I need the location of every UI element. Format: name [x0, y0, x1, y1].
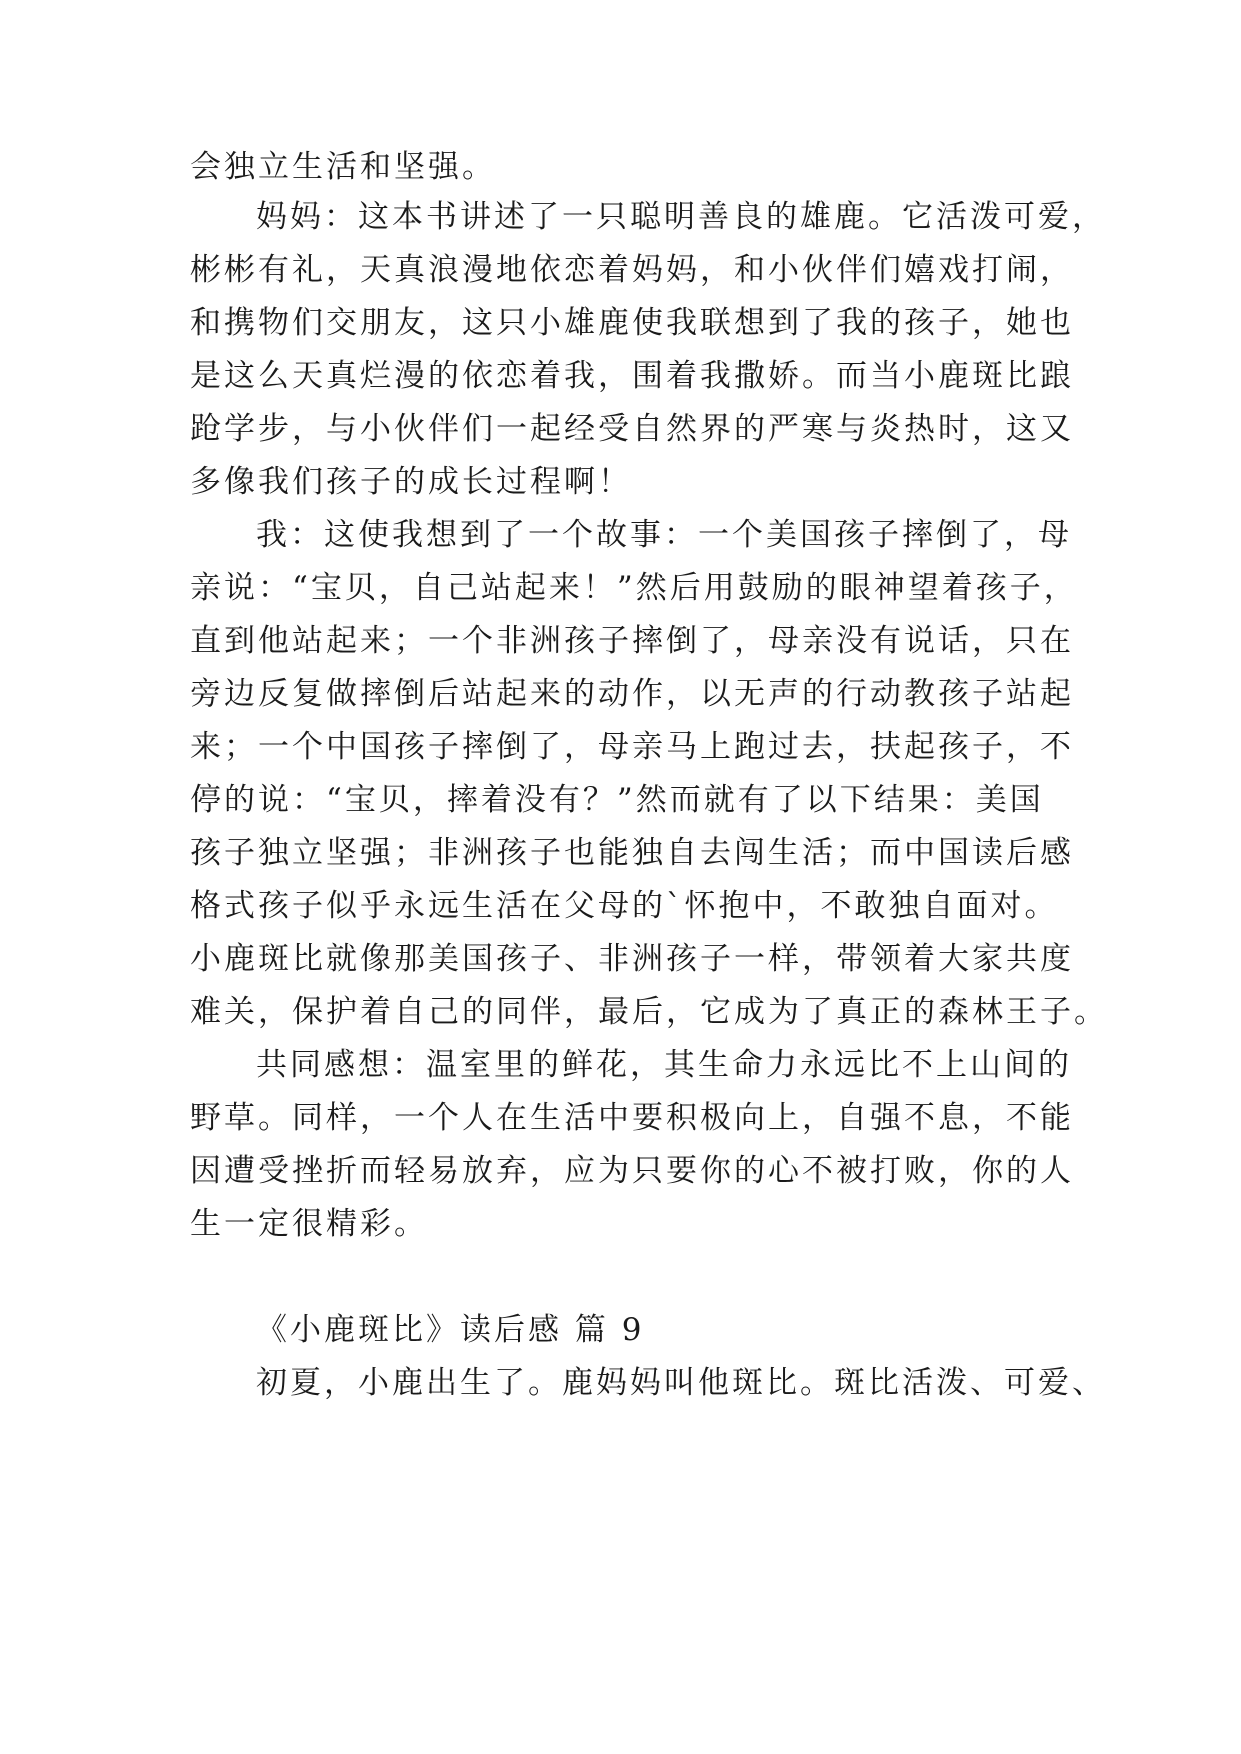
text-line: 直到他站起来；一个非洲孩子摔倒了，母亲没有说话，只在 [190, 623, 1074, 659]
text-line: 格式孩子似乎永远生活在父母的`怀抱中，不敢独自面对。 [190, 888, 1059, 924]
text-line: 停的说：“宝贝，摔着没有？”然而就有了以下结果：美国 [190, 782, 1044, 818]
text-line: 我：这使我想到了一个故事：一个美国孩子摔倒了，母 [256, 517, 1072, 553]
text-line: 多像我们孩子的成长过程啊！ [190, 464, 632, 500]
text-line: 来；一个中国孩子摔倒了，母亲马上跑过去，扶起孩子，不 [190, 729, 1074, 765]
text-line: 小鹿斑比就像那美国孩子、非洲孩子一样，带领着大家共度 [190, 941, 1074, 977]
text-line: 亲说：“宝贝，自己站起来！”然后用鼓励的眼神望着孩子， [190, 570, 1078, 606]
text-line: 孩子独立坚强；非洲孩子也能独自去闯生活；而中国读后感 [190, 835, 1074, 871]
text-line: 因遭受挫折而轻易放弃，应为只要你的心不被打败，你的人 [190, 1153, 1074, 1189]
text-line: 野草。同样，一个人在生活中要积极向上，自强不息，不能 [190, 1100, 1074, 1136]
text-line: 旁边反复做摔倒后站起来的动作，以无声的行动教孩子站起 [190, 676, 1074, 712]
text-line: 彬彬有礼，天真浪漫地依恋着妈妈，和小伙伴们嬉戏打闹， [190, 252, 1074, 288]
text-line: 会独立生活和坚强。 [190, 149, 496, 185]
text-line: 生一定很精彩。 [190, 1206, 428, 1242]
text-line: 难关，保护着自己的同伴，最后，它成为了真正的森林王子。 [190, 994, 1108, 1030]
text-line: 共同感想：温室里的鲜花，其生命力永远比不上山间的 [256, 1047, 1072, 1083]
text-line: 初夏，小鹿出生了。鹿妈妈叫他斑比。斑比活泼、可爱、 [256, 1365, 1106, 1401]
text-line: 跄学步，与小伙伴们一起经受自然界的严寒与炎热时，这又 [190, 411, 1074, 447]
text-line: 是这么天真烂漫的依恋着我，围着我撒娇。而当小鹿斑比踉 [190, 358, 1074, 394]
section-heading: 《小鹿斑比》读后感 篇 9 [256, 1312, 645, 1348]
text-line: 妈妈：这本书讲述了一只聪明善良的雄鹿。它活泼可爱， [256, 199, 1106, 235]
text-line: 和携物们交朋友，这只小雄鹿使我联想到了我的孩子，她也 [190, 305, 1074, 341]
